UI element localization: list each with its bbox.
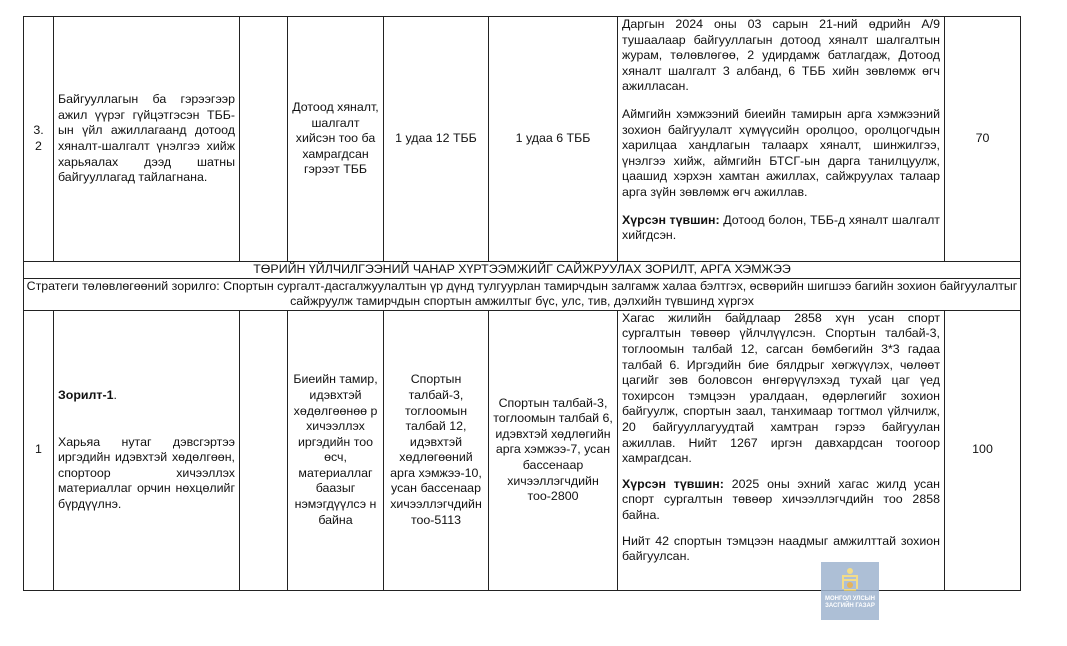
performance-paragraph: Хагас жилийн байдлаар 2858 хүн усан спорт сургалтын төвөөр үйлчлүүлсэн. Спортын талбай-3, тоглоомын талбай 12, сагсан бөмбөгийн 3*3 гадаа талбай 6. Иргэдийн бие бялдрыг хөгжүүлэх, чөлөөт цагийг зөв боловсон өнгөрүүлэхэд тухай цаг үед тохирсон тэмцээн уралдаан, өдөрлөгийг зохион байгуулж, спортын заал, танхимаар тогтмол үйлчилж, 20 байгууллагуудтай хамтран гэрээ байгуулан ажиллав. Нийт 1267 иргэн давхардсан тоогоор хамрагдсан. xyxy=(622,310,940,466)
section-heading-row xyxy=(24,262,1021,279)
achieved-level-text: 2025 оны эхний хагас жилд усан спорт сургалтын төвөөр хичээллэгчдийн тоо 2858 байна. xyxy=(622,476,940,522)
target-cell: Спортын талбай-3, тоглоомын талбай 6, идэвхтэй хөдлөгийн арга хэмжээ-7, усан бассенаар хичээллэгчдийн тоо-2800 xyxy=(489,310,618,590)
indicator-cell: Дотоод хяналт, шалгалт хийсэн тоо ба хамрагдсан гэрээт ТББ xyxy=(288,17,384,262)
achieved-level-label: Хүрсэн түвшин: xyxy=(622,212,720,227)
soyombo-emblem-icon xyxy=(837,566,863,592)
task-text: Харьяа нутаг дэвсгэртээ иргэдийн идэвхтэй хөдөлгөөн, спортоор хичээллэх материаллаг орчин нөхцөлийг бүрдүүлнэ. xyxy=(58,434,235,511)
achieved-level-text: Дотоод болон, ТББ-д хяналт шалгалт хийгдсэн. xyxy=(622,212,940,243)
performance-cell xyxy=(618,310,945,590)
score-cell: 70 xyxy=(945,17,1021,262)
table-row xyxy=(24,17,1021,262)
task-cell: Байгууллагын ба гэрээгээр ажил үүрэг гүйцэтгэсэн ТББ-ын үйл ажиллагаанд дотоод хяналт-шалгалт үнэлгээ хийж харьяалах дээд шатны байгууллагад тайлагнана. xyxy=(54,17,240,262)
performance-paragraph: Нийт 42 спортын тэмцээн наадмыг амжилттай зохион байгуулсан. xyxy=(622,533,940,564)
performance-cell xyxy=(618,17,945,262)
performance-paragraph: Даргын 2024 оны 03 сарын 21-ний өдрийн А/9 тушаалаар байгууллагын дотоод хяналт шалгалтын журам, төлөвлөгөө, 2 удирдамж батлагдаж, Дотоод хяналт шалгалт 3 албанд, 6 ТББ хийн зөвлөмж өгч ажилласан. xyxy=(622,17,940,94)
row-number: 1 xyxy=(24,310,54,590)
empty-cell xyxy=(240,17,288,262)
score-cell: 100 xyxy=(945,310,1021,590)
performance-paragraph: Аймгийн хэмжээний биеийн тамирын арга хэмжээний зохион байгуулалт хүмүүсийн оролцоо, оролцогчдын харилцаа хандлагын талаарх хяналт, шинжилгээ, үнэлгээ хийж, аймгийн БТСГ-ын дарга танилцуулж, цаашид хэрхэн хамтан ажиллах, сайжруулах талаар арга зүйн зөвлөмж өгч ажиллав. xyxy=(622,106,940,199)
achieved-level xyxy=(622,477,940,524)
task-title: Зорилт-1. xyxy=(58,388,117,402)
empty-cell xyxy=(240,310,288,590)
achieved-level xyxy=(622,213,940,244)
report-table xyxy=(23,16,1021,591)
baseline-cell: 1 удаа 12 ТББ xyxy=(384,17,489,262)
baseline-cell: Спортын талбай-3, тоглоомын талбай 12, идэвхтэй хөдлөгөөний арга хэмжээ-10, усан бассенаар хичээллэгчдийн тоо-5113 xyxy=(384,310,489,590)
achieved-level-label: Хүрсэн түвшин: xyxy=(622,476,724,491)
indicator-cell: Биеийн тамир, идэвхтэй хөдөлгөөнөө р хичээллэх иргэдийн тоо өсч, материаллаг баазыг нэмэгдүүлсэ н байна xyxy=(288,310,384,590)
strategy-goal-row xyxy=(24,278,1021,310)
watermark-text: МОНГОЛ УЛСЫН ЗАСГИЙН ГАЗАР xyxy=(825,596,875,609)
section-heading: ТӨРИЙН ҮЙЛЧИЛГЭЭНИЙ ЧАНАР ХҮРТЭЭМЖИЙГ САЙЖРУУЛАХ ЗОРИЛТ, АРГА ХЭМЖЭЭ xyxy=(24,262,1021,279)
strategy-goal: Стратеги төлөвлөгөөний зорилго: Спортын сургалт-дасгалжуулалтын үр дүнд тулгуурлан тамирчдын залгамж халаа бэлтгэх, өсвөрийн шигшээ багийн зохион байгуулалтыг сайжруулж тамирчдын спортын амжилтыг бүс, улс, тив, дэлхийн түвшинд хүргэх xyxy=(24,278,1021,310)
government-watermark xyxy=(821,562,879,620)
task-cell xyxy=(54,310,240,590)
row-number: 3. 2 xyxy=(24,17,54,262)
target-cell: 1 удаа 6 ТББ xyxy=(489,17,618,262)
table-row xyxy=(24,310,1021,590)
